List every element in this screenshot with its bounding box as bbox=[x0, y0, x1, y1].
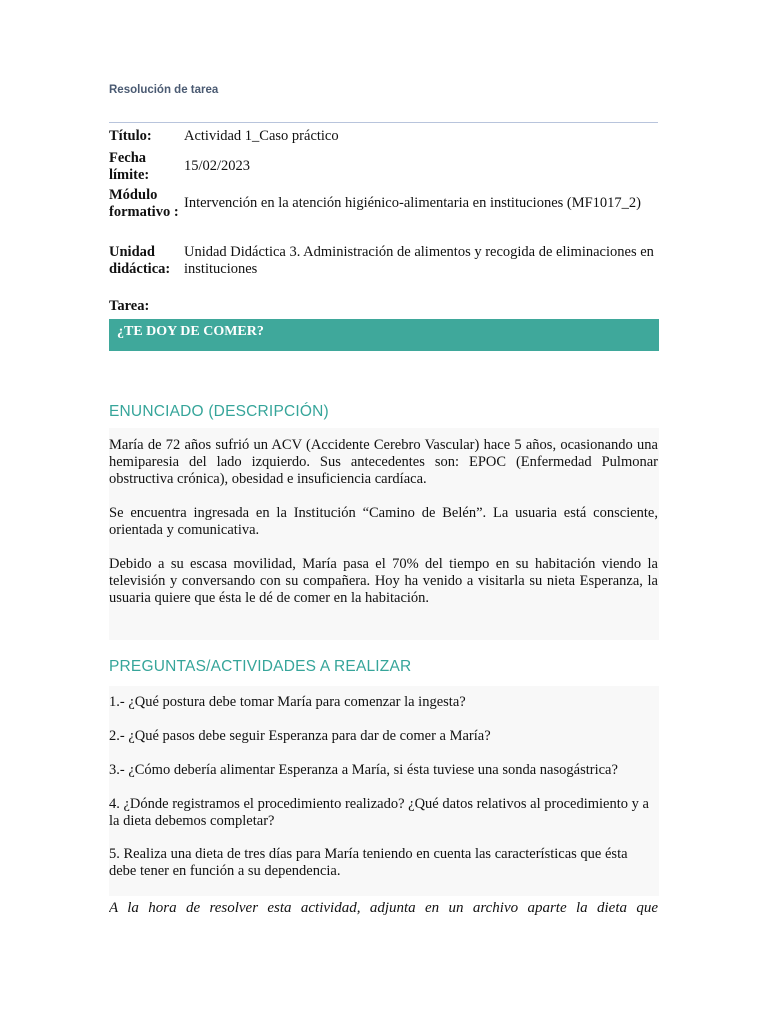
page-header-title: Resolución de tarea bbox=[109, 84, 219, 96]
tarea-label: Tarea: bbox=[109, 298, 150, 314]
meta-row-fecha bbox=[109, 150, 658, 184]
meta-row-titulo bbox=[109, 128, 658, 145]
fecha-value: 15/02/2023 bbox=[184, 158, 251, 174]
meta-row-modulo bbox=[109, 187, 658, 221]
modulo-value: Intervención en la atención higiénico-alimentaria en instituciones (MF1017_2) bbox=[184, 195, 642, 211]
enunciado-paragraph: María de 72 años sufrió un ACV (Accidente Cerebro Vascular) hace 5 años, ocasionando una hemiparesia del lado izquierdo. Sus antecedentes son: EPOC (Enfermedad Pulmonar obstructiva crónica), obesidad e insuficiencia cardíaca. bbox=[109, 437, 658, 487]
titulo-value: Actividad 1_Caso práctico bbox=[184, 128, 339, 144]
header-divider bbox=[109, 122, 658, 123]
fecha-label: Fecha límite: bbox=[109, 150, 150, 183]
task-title-banner: ¿TE DOY DE COMER? bbox=[109, 319, 659, 351]
enunciado-paragraph: Debido a su escasa movilidad, María pasa el 70% del tiempo en su habitación viendo la televisión y conversando con su compañera. Hoy ha venido a visitarla su nieta Esperanza, la usuaria quiere que ésta le dé de comer en la habitación. bbox=[109, 556, 658, 606]
pregunta-item: 4. ¿Dónde registramos el procedimiento realizado? ¿Qué datos relativos al procedimiento y a la dieta debemos completar? bbox=[109, 796, 649, 829]
modulo-label: Módulo formativo : bbox=[109, 187, 179, 220]
pregunta-item: 2.- ¿Qué pasos debe seguir Esperanza para dar de comer a María? bbox=[109, 728, 491, 744]
unidad-label: Unidad didáctica: bbox=[109, 244, 171, 277]
enunciado-paragraph: Se encuentra ingresada en la Institución “Camino de Belén”. La usuaria está consciente, orientada y comunicativa. bbox=[109, 505, 658, 538]
instructions-note: A la hora de resolver esta actividad, adjunta en un archivo aparte la dieta que bbox=[109, 900, 658, 916]
preguntas-heading: PREGUNTAS/ACTIVIDADES A REALIZAR bbox=[109, 658, 412, 675]
pregunta-item: 5. Realiza una dieta de tres días para María teniendo en cuenta las características que ésta debe tener en función a su dependencia. bbox=[109, 846, 628, 879]
titulo-label: Título: bbox=[109, 128, 152, 144]
pregunta-item: 1.- ¿Qué postura debe tomar María para comenzar la ingesta? bbox=[109, 694, 466, 710]
meta-row-unidad bbox=[109, 244, 658, 278]
pregunta-item: 3.- ¿Cómo debería alimentar Esperanza a María, si ésta tuviese una sonda nasogástrica? bbox=[109, 762, 618, 778]
enunciado-heading: ENUNCIADO (DESCRIPCIÓN) bbox=[109, 403, 329, 420]
unidad-value: Unidad Didáctica 3. Administración de alimentos y recogida de eliminaciones en instituciones bbox=[184, 244, 654, 277]
